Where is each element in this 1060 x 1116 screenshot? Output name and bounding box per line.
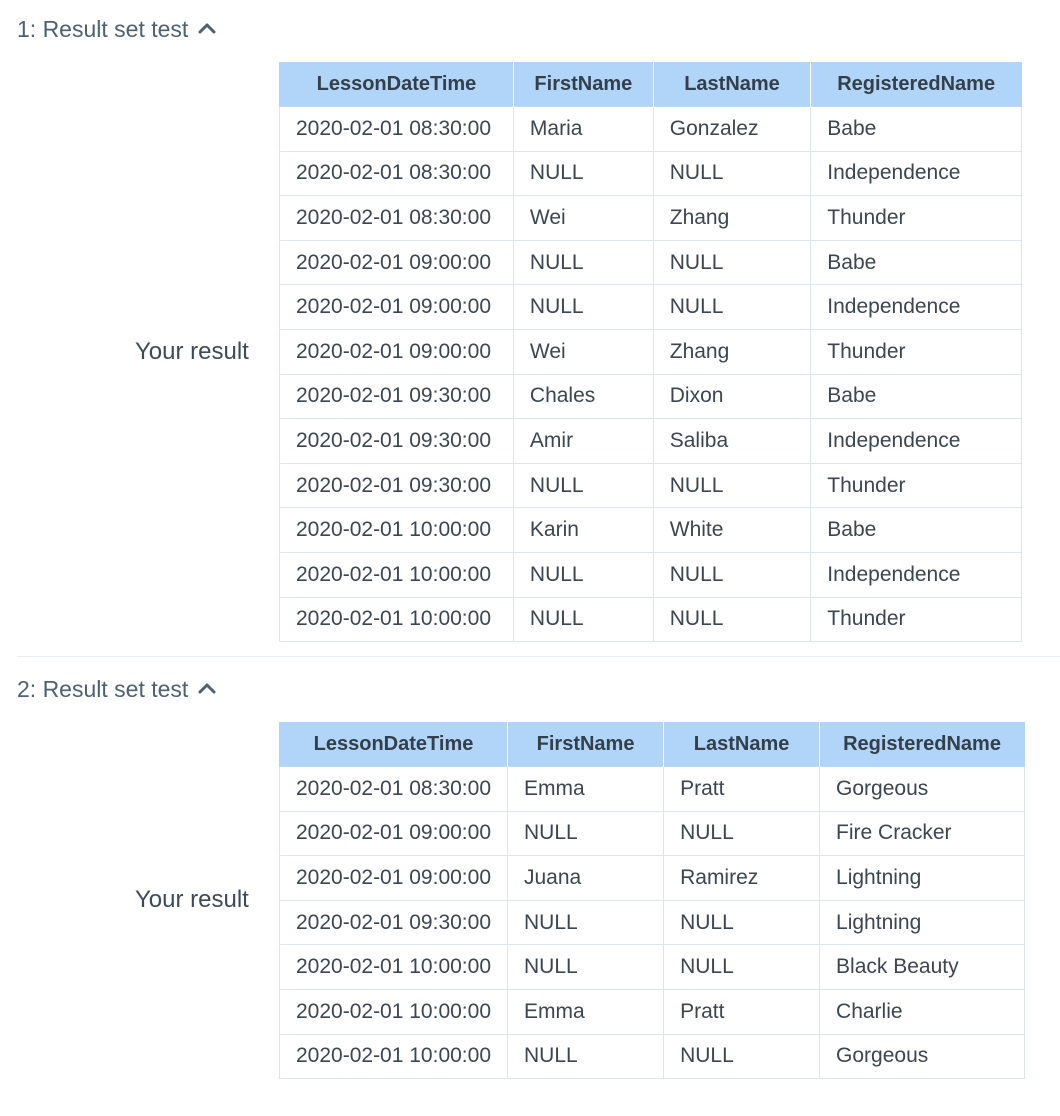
column-header: LessonDateTime — [280, 722, 508, 767]
table-cell: Independence — [811, 285, 1022, 330]
table-cell: Thunder — [811, 597, 1022, 642]
table-cell: Black Beauty — [820, 945, 1025, 990]
column-header: FirstName — [508, 722, 664, 767]
column-header: FirstName — [513, 62, 653, 107]
table-cell: Wei — [513, 329, 653, 374]
table-cell: NULL — [664, 900, 820, 945]
table-cell: 2020-02-01 08:30:00 — [280, 107, 514, 152]
chevron-up-icon — [196, 18, 218, 40]
table-cell: Zhang — [653, 196, 811, 241]
table-cell: 2020-02-01 10:00:00 — [280, 508, 514, 553]
table-cell: 2020-02-01 09:00:00 — [280, 856, 508, 901]
table-row — [280, 856, 1025, 901]
table-cell: Babe — [811, 107, 1022, 152]
section-1-title: 1: Result set test — [17, 15, 189, 42]
table-row — [280, 900, 1025, 945]
table-cell: Babe — [811, 240, 1022, 285]
table-cell: 2020-02-01 10:00:00 — [280, 1034, 508, 1079]
table-cell: 2020-02-01 09:30:00 — [280, 463, 514, 508]
table-row — [280, 552, 1022, 597]
section-1-result-label: Your result — [135, 338, 249, 365]
table-row — [280, 989, 1025, 1034]
table-cell: 2020-02-01 08:30:00 — [280, 151, 514, 196]
table-header-row — [280, 62, 1022, 107]
table-cell: 2020-02-01 10:00:00 — [280, 945, 508, 990]
table-cell: NULL — [653, 463, 811, 508]
table-cell: 2020-02-01 10:00:00 — [280, 597, 514, 642]
table-cell: Chales — [513, 374, 653, 419]
table-cell: 2020-02-01 08:30:00 — [280, 767, 508, 812]
table-cell: NULL — [653, 597, 811, 642]
table-cell: Babe — [811, 508, 1022, 553]
table-row — [280, 107, 1022, 152]
table-cell: 2020-02-01 10:00:00 — [280, 989, 508, 1034]
table-cell: Independence — [811, 419, 1022, 464]
table-cell: Independence — [811, 552, 1022, 597]
result-table-1 — [279, 62, 1022, 642]
table-row — [280, 240, 1022, 285]
section-1-toggle[interactable] — [17, 14, 218, 44]
table-header-row — [280, 722, 1025, 767]
table-cell: Lightning — [820, 856, 1025, 901]
table-cell: Saliba — [653, 419, 811, 464]
section-2-result-label: Your result — [135, 886, 249, 913]
table-cell: 2020-02-01 09:30:00 — [280, 374, 514, 419]
table-cell: White — [653, 508, 811, 553]
table-cell: Dixon — [653, 374, 811, 419]
table-cell: Emma — [508, 767, 664, 812]
table-cell: Wei — [513, 196, 653, 241]
table-cell: Gorgeous — [820, 767, 1025, 812]
table-cell: NULL — [508, 900, 664, 945]
table-cell: Independence — [811, 151, 1022, 196]
result-table-2 — [279, 722, 1025, 1079]
table-row — [280, 285, 1022, 330]
table-cell: Emma — [508, 989, 664, 1034]
table-row — [280, 767, 1025, 812]
table-cell: Thunder — [811, 463, 1022, 508]
table-cell: 2020-02-01 09:00:00 — [280, 329, 514, 374]
table-row — [280, 151, 1022, 196]
table-cell: NULL — [513, 552, 653, 597]
column-header: RegisteredName — [811, 62, 1022, 107]
table-cell: Pratt — [664, 989, 820, 1034]
table-cell: Amir — [513, 419, 653, 464]
table-row — [280, 329, 1022, 374]
table-cell: NULL — [513, 240, 653, 285]
table-cell: 2020-02-01 10:00:00 — [280, 552, 514, 597]
table-cell: NULL — [653, 240, 811, 285]
table-cell: Gorgeous — [820, 1034, 1025, 1079]
table-cell: 2020-02-01 09:30:00 — [280, 419, 514, 464]
table-cell: 2020-02-01 09:00:00 — [280, 240, 514, 285]
column-header: RegisteredName — [820, 722, 1025, 767]
table-cell: NULL — [664, 811, 820, 856]
section-2-title: 2: Result set test — [17, 675, 189, 702]
table-row — [280, 196, 1022, 241]
column-header: LessonDateTime — [280, 62, 514, 107]
section-divider — [17, 656, 1060, 657]
table-cell: NULL — [508, 811, 664, 856]
table-cell: 2020-02-01 09:00:00 — [280, 811, 508, 856]
table-cell: Thunder — [811, 329, 1022, 374]
table-row — [280, 597, 1022, 642]
table-cell: Zhang — [653, 329, 811, 374]
table-row — [280, 419, 1022, 464]
table-cell: Ramirez — [664, 856, 820, 901]
table-cell: Babe — [811, 374, 1022, 419]
table-cell: NULL — [508, 945, 664, 990]
column-header: LastName — [653, 62, 811, 107]
table-cell: NULL — [664, 945, 820, 990]
table-cell: Juana — [508, 856, 664, 901]
column-header: LastName — [664, 722, 820, 767]
table-cell: Charlie — [820, 989, 1025, 1034]
table-cell: NULL — [653, 151, 811, 196]
table-cell: Thunder — [811, 196, 1022, 241]
table-cell: NULL — [508, 1034, 664, 1079]
table-cell: NULL — [513, 151, 653, 196]
table-cell: Lightning — [820, 900, 1025, 945]
table-row — [280, 463, 1022, 508]
table-cell: Gonzalez — [653, 107, 811, 152]
table-cell: NULL — [664, 1034, 820, 1079]
table-row — [280, 811, 1025, 856]
table-cell: NULL — [513, 597, 653, 642]
table-cell: 2020-02-01 08:30:00 — [280, 196, 514, 241]
table-row — [280, 374, 1022, 419]
table-cell: NULL — [513, 285, 653, 330]
table-cell: NULL — [653, 285, 811, 330]
table-cell: Pratt — [664, 767, 820, 812]
table-cell: Karin — [513, 508, 653, 553]
section-2-toggle[interactable] — [17, 674, 218, 704]
table-row — [280, 1034, 1025, 1079]
table-cell: NULL — [653, 552, 811, 597]
chevron-up-icon — [196, 678, 218, 700]
table-cell: Fire Cracker — [820, 811, 1025, 856]
table-cell: Maria — [513, 107, 653, 152]
table-cell: NULL — [513, 463, 653, 508]
table-cell: 2020-02-01 09:30:00 — [280, 900, 508, 945]
table-row — [280, 508, 1022, 553]
table-cell: 2020-02-01 09:00:00 — [280, 285, 514, 330]
table-row — [280, 945, 1025, 990]
